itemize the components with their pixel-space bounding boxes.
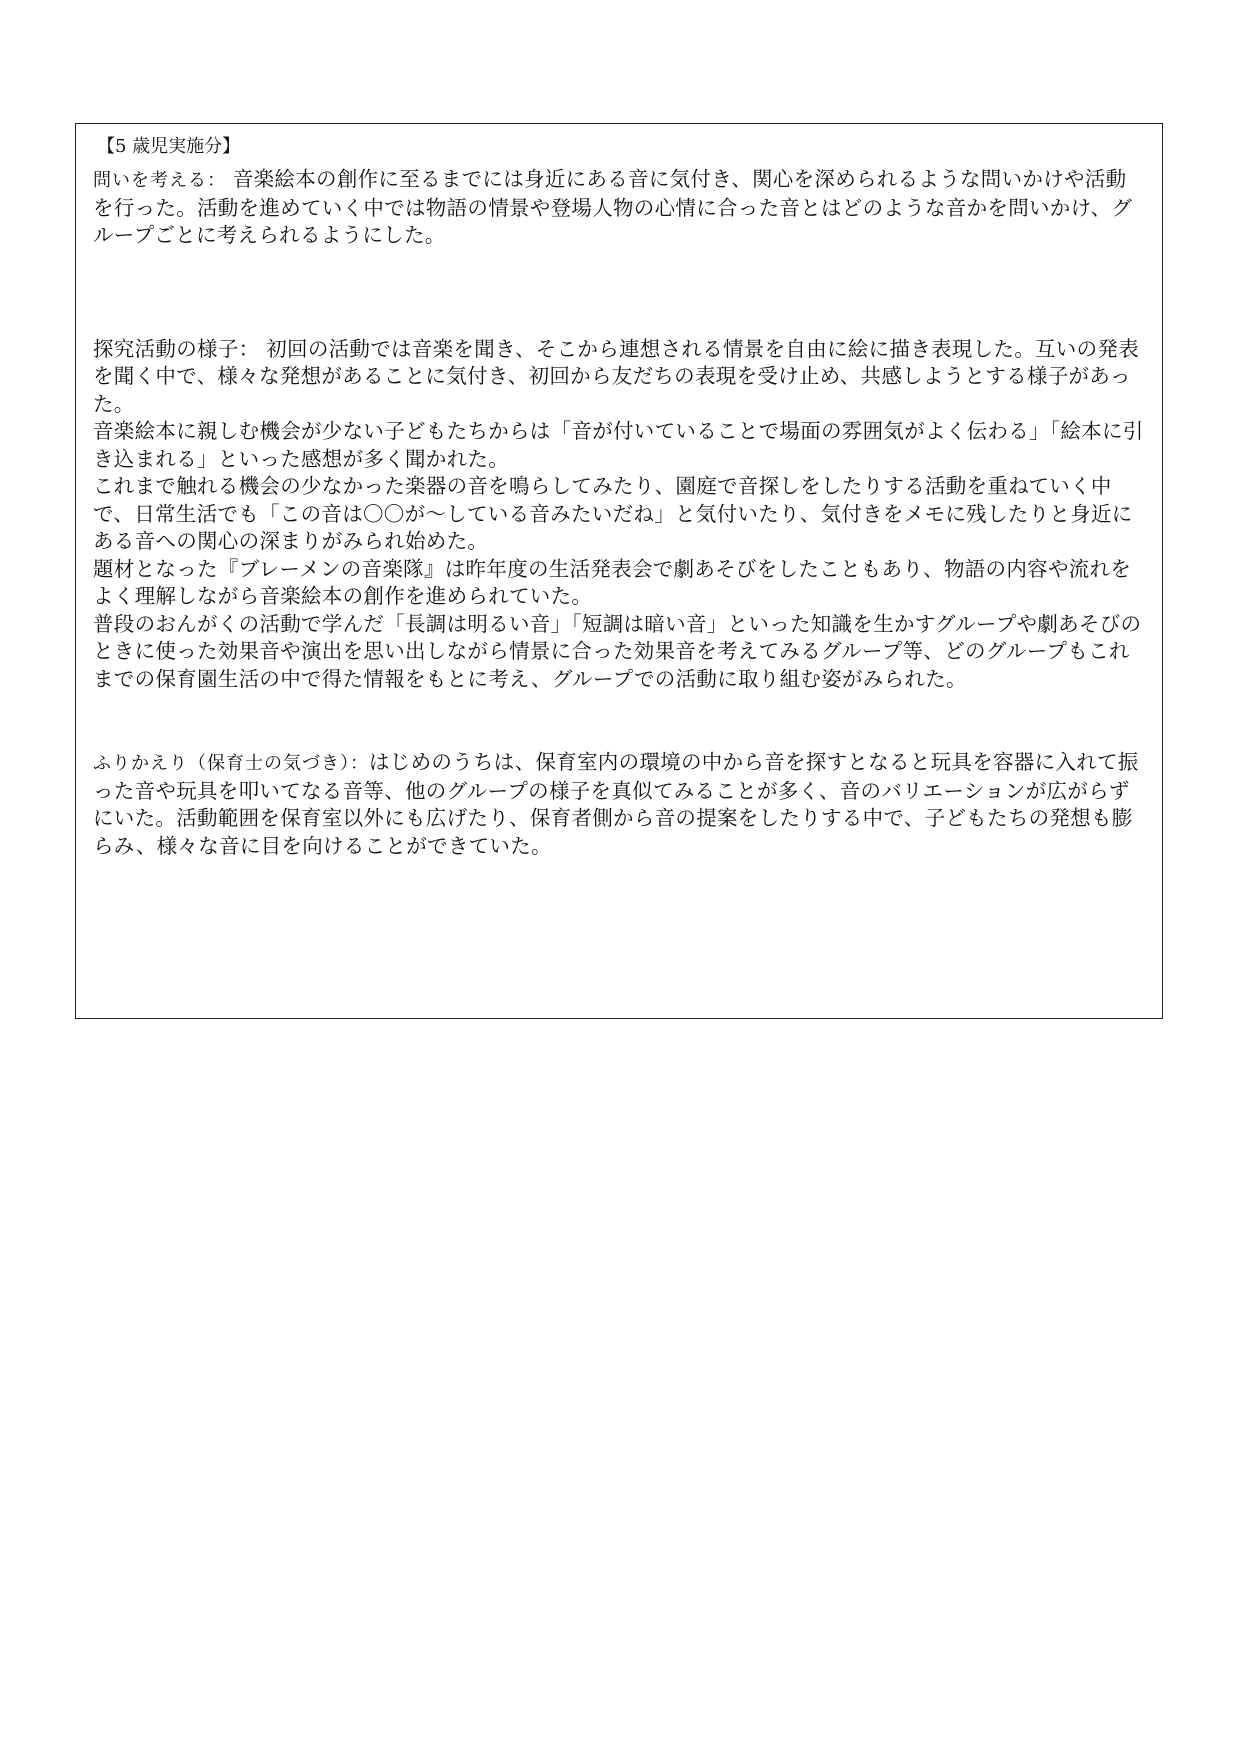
inquiry-paragraph-3: これまで触れる機会の少なかった楽器の音を鳴らしてみたり、園庭で音探しをしたりする活動を重ねていく中で、日常生活でも「この音は〇〇が～している音みたいだね」と気付いたり、気付きをメモに残したりと身近にある音への関心の深まりがみられ始めた。 bbox=[93, 474, 1133, 553]
section-label: 【5 歳児実施分】 bbox=[97, 136, 241, 157]
reflection-section bbox=[93, 749, 1146, 860]
inquiry-paragraph-2: 音楽絵本に親しむ機会が少ない子どもたちからは「音が付いていることで場面の雰囲気がよく伝わる」「絵本に引き込まれる」といった感想が多く聞かれた。 bbox=[93, 419, 1144, 471]
inquiry-paragraph-5: 普段のおんがくの活動で学んだ「長調は明るい音」「短調は暗い音」といった知識を生かすグループや劇あそびのときに使った効果音や演出を思い出しながら情景に合った効果音を考えてみるグループ等、どのグループもこれまでの保育園生活の中で得た情報をもとに考え、グループでの活動に取り組む姿がみられた。 bbox=[93, 611, 1142, 691]
question-paragraph bbox=[93, 166, 1146, 250]
report-box bbox=[75, 123, 1163, 1019]
inquiry-text-1: 初回の活動では音楽を聞き、そこから連想される情景を自由に絵に描き表現した。互いの発表を聞く中で、様々な発想があることに気付き、初回から友だちの表現を受け止め、共感しようとする様子があった。 bbox=[93, 336, 1139, 416]
question-section bbox=[93, 166, 1146, 250]
spacer bbox=[93, 693, 1146, 749]
reflection-paragraph bbox=[93, 749, 1146, 860]
reflection-text: はじめのうちは、保育室内の環境の中から音を探すとなると玩具を容器に入れて振った音や玩具を叩いてなる音等、他のグループの様子を真似てみることが多く、音のバリエーションが広がらずにいた。活動範囲を保育室以外にも広げたり、保育者側から音の提案をしたりする中で、子どもたちの発想も膨らみ、様々な音に目を向けることができていた。 bbox=[93, 750, 1139, 858]
question-heading: 問いを考える： bbox=[93, 170, 226, 191]
reflection-heading: ふりかえり（保育士の気づき）： bbox=[93, 753, 369, 774]
inquiry-section bbox=[93, 336, 1146, 694]
inquiry-paragraph-1 bbox=[93, 336, 1146, 419]
inquiry-paragraph-4: 題材となった『ブレーメンの音楽隊』は昨年度の生活発表会で劇あそびをしたこともあり、物語の内容や流れをよく理解しながら音楽絵本の創作を進められていた。 bbox=[93, 556, 1132, 608]
spacer bbox=[93, 250, 1146, 336]
inquiry-heading: 探究活動の様子： bbox=[93, 336, 260, 361]
question-text: 音楽絵本の創作に至るまでには身近にある音に気付き、関心を深められるような問いかけや活動を行った。活動を進めていく中では物語の情景や登場人物の心情に合った音とはどのような音かを問いかけ、グループごとに考えられるようにした。 bbox=[93, 167, 1133, 247]
